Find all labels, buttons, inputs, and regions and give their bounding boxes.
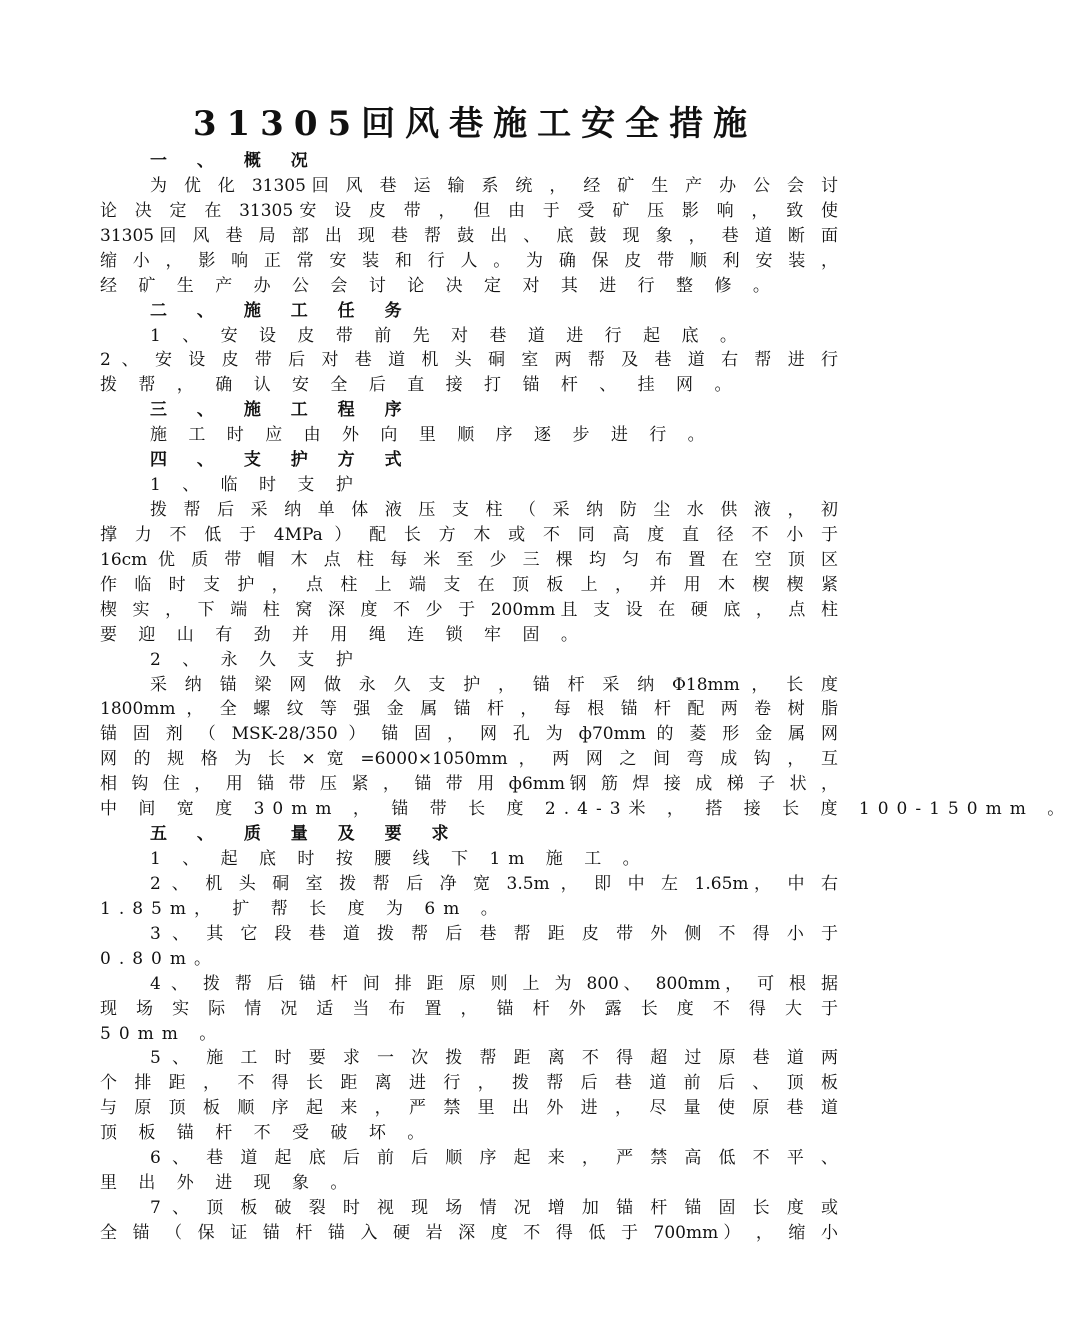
text-line: 1.85m， 扩 帮 长 度 为 6m 。 — [100, 898, 506, 919]
document-title: 31305回风巷施工安全措施 — [192, 104, 758, 144]
section-heading: 四 、 支 护 方 式 — [150, 450, 414, 471]
text-line: 经 矿 生 产 办 公 会 讨 论 决 定 对 其 进 行 整 修 。 — [100, 275, 778, 296]
text-line: 31305回 风 巷 局 部 出 现 巷 帮 鼓 出 、 底 鼓 现 象 ， 巷 道 断 面 — [100, 225, 838, 246]
text-line: 顶 板 锚 杆 不 受 破 坏 。 — [100, 1123, 433, 1144]
text-line: 16cm 优 质 带 帽 木 点 柱 每 米 至 少 三 棵 均 匀 布 置 在 空 顶 区 — [100, 549, 838, 570]
section-heading: 五 、 质 量 及 要 求 — [150, 824, 461, 845]
text-line: 3 、 其 它 段 巷 道 拨 帮 后 巷 帮 距 皮 带 外 侧 不 得 小 于 — [150, 923, 838, 944]
section-heading: 一 、 概 况 — [150, 151, 320, 171]
text-line: 要 迎 山 有 劲 并 用 绳 连 锁 牢 固 。 — [100, 624, 586, 645]
text-line: 0.80m。 — [100, 948, 219, 969]
text-line: 缩 小 ， 影 响 正 常 安 装 和 行 人 。 为 确 保 皮 带 顺 利 安 装 ， — [100, 250, 838, 271]
section-heading: 二 、 施 工 任 务 — [150, 300, 414, 321]
text-line: 拨 帮 后 采 纳 单 体 液 压 支 柱 （ 采 纳 防 尘 水 供 液 ， 初 — [150, 500, 838, 521]
text-line: 50mm 。 — [100, 1023, 225, 1044]
text-line: 7 、 顶 板 破 裂 时 视 现 场 情 况 增 加 锚 杆 锚 固 长 度 或 — [150, 1198, 838, 1219]
text-line: 1 、 起 底 时 按 腰 线 下 1m 施 工 。 — [150, 849, 648, 870]
text-line: 现 场 实 际 情 况 适 当 布 置 ， 锚 杆 外 露 长 度 不 得 大 于 — [100, 998, 838, 1019]
text-line: 2 、 机 头 硐 室 拨 帮 后 净 宽 3.5m ， 即 中 左 1.65m， 中 右 — [150, 873, 838, 894]
text-line: 1 、 临 时 支 护 — [150, 475, 361, 496]
text-line: 采 纳 锚 梁 网 做 永 久 支 护 ， 锚 杆 采 纳 Φ18mm ， 长 度 — [150, 674, 838, 695]
text-line: 2 、 安 设 皮 带 后 对 巷 道 机 头 硐 室 两 帮 及 巷 道 右 帮 进 行 — [100, 350, 838, 371]
text-line: 施 工 时 应 由 外 向 里 顺 序 逐 步 进 行 。 — [150, 425, 713, 446]
text-line: 2 、 永 久 支 护 — [150, 649, 361, 670]
text-line: 为 优 化 31305回 风 巷 运 输 系 统 ， 经 矿 生 产 办 公 会 讨 — [150, 175, 838, 196]
text-line: 相 钩 住 ， 用 锚 带 压 紧 ， 锚 带 用 ф6mm钢 筋 焊 接 成 梯 子 状 ， — [100, 774, 838, 795]
text-line: 作 临 时 支 护 ， 点 柱 上 端 支 在 顶 板 上 ， 并 用 木 楔 楔 紧 — [100, 574, 838, 595]
text-line: 1800mm ， 全 螺 纹 等 强 金 属 锚 杆 ， 每 根 锚 杆 配 两 卷 树 脂 — [100, 699, 838, 720]
text-line: 个 排 距 ， 不 得 长 距 离 进 行 ， 拨 帮 后 巷 道 前 后 、 顶 板 — [100, 1073, 838, 1094]
text-line: 与 原 顶 板 顺 序 起 来 ， 严 禁 里 出 外 进 ， 尽 量 使 原 巷 道 — [100, 1098, 838, 1119]
text-line: 撑 力 不 低 于 4MPa ） 配 长 方 木 或 不 同 高 度 直 径 不 小 于 — [100, 524, 838, 545]
text-line: 1 、 安 设 皮 带 前 先 对 巷 道 进 行 起 底 。 — [150, 325, 745, 346]
section-heading: 三 、 施 工 程 序 — [150, 400, 414, 421]
text-line: 拨 帮 ， 确 认 安 全 后 直 接 打 锚 杆 、 挂 网 。 — [100, 375, 740, 396]
text-line: 锚 固 剂 （ MSK-28/350 ） 锚 固 ， 网 孔 为 ф70mm 的 菱 形 金 属 网 — [100, 724, 838, 745]
text-line: 楔 实 ， 下 端 柱 窝 深 度 不 少 于 200mm且 支 设 在 硬 底 ， 点 柱 — [100, 599, 838, 620]
text-line: 网 的 规 格 为 长 × 宽 =6000×1050mm ， 两 网 之 间 弯 成 钩 ， 互 — [100, 749, 838, 770]
text-line: 6 、 巷 道 起 底 后 前 后 顺 序 起 来 ， 严 禁 高 低 不 平 、 — [150, 1148, 838, 1169]
text-line: 中 间 宽 度 30mm ， 锚 带 长 度 2.4-3米 ， 搭 接 长 度 100-150mm 。 — [100, 799, 1072, 820]
text-line: 里 出 外 进 现 象 。 — [100, 1173, 356, 1194]
text-line: 5 、 施 工 时 要 求 一 次 拨 帮 距 离 不 得 超 过 原 巷 道 两 — [150, 1048, 838, 1069]
text-line: 4 、 拨 帮 后 锚 杆 间 排 距 原 则 上 为 800、 800mm， 可 根 据 — [150, 973, 838, 994]
text-line: 论 决 定 在 31305安 设 皮 带 ， 但 由 于 受 矿 压 影 响 ， 致 使 — [100, 200, 838, 221]
text-line: 全 锚 （ 保 证 锚 杆 锚 入 硬 岩 深 度 不 得 低 于 700mm） ， 缩 小 — [100, 1222, 838, 1243]
